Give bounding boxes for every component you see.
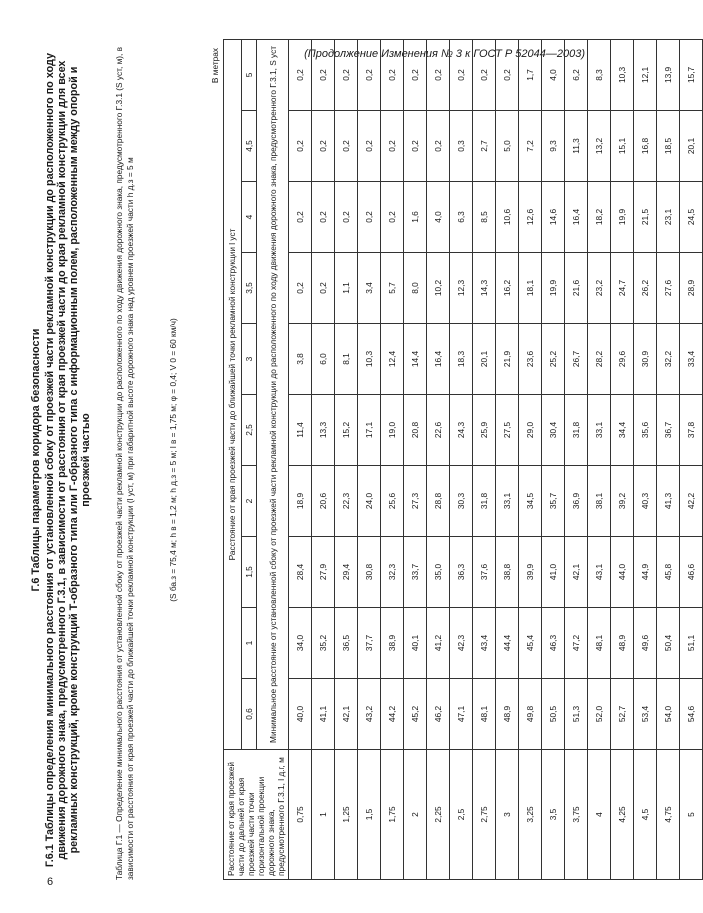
- table-cell: 0,2: [427, 111, 450, 182]
- table-cell: 15,1: [611, 111, 634, 182]
- table-cell: 41,0: [542, 537, 565, 608]
- table-cell: 51,1: [680, 608, 703, 679]
- table-cell: 13,2: [588, 111, 611, 182]
- units-note: В метрах: [210, 48, 220, 84]
- column-header: 1,5: [241, 537, 256, 608]
- table-cell: 43,4: [473, 608, 496, 679]
- column-header: 5: [241, 39, 256, 110]
- row-label: 4: [588, 750, 611, 880]
- table-row: [496, 39, 519, 879]
- table-cell: 18,2: [588, 182, 611, 253]
- table-row: [381, 39, 404, 879]
- table-cell: 0,2: [335, 39, 358, 110]
- table-cell: 0,2: [473, 39, 496, 110]
- table-cell: 4,0: [427, 182, 450, 253]
- table-cell: 41,3: [657, 466, 680, 537]
- table-cell: 6,0: [312, 324, 335, 395]
- row-label: 1,25: [335, 750, 358, 880]
- table-cell: 49,6: [634, 608, 657, 679]
- table-cell: 39,9: [519, 537, 542, 608]
- table-cell: 36,9: [565, 466, 588, 537]
- table-cell: 0,2: [312, 253, 335, 324]
- table-cell: 33,4: [680, 324, 703, 395]
- table-cell: 18,3: [450, 324, 473, 395]
- table-cell: 0,2: [427, 39, 450, 110]
- row-label: 2,5: [450, 750, 473, 880]
- table-cell: 11,3: [565, 111, 588, 182]
- table-row: [473, 39, 496, 879]
- table-cell: 43,2: [358, 679, 381, 750]
- table-cell: 19,9: [542, 253, 565, 324]
- table-cell: 46,3: [542, 608, 565, 679]
- table-cell: 2,7: [473, 111, 496, 182]
- table-cell: 46,2: [427, 679, 450, 750]
- table-cell: 30,9: [634, 324, 657, 395]
- table-cell: 9,3: [542, 111, 565, 182]
- table-row: [358, 39, 381, 879]
- page-number: 6: [47, 876, 54, 888]
- section-heading: [30, 40, 110, 880]
- table-cell: 23,2: [588, 253, 611, 324]
- table-cell: 39,2: [611, 466, 634, 537]
- table-body: [289, 39, 703, 879]
- table-cell: 11,4: [289, 395, 312, 466]
- row-label: 5: [680, 750, 703, 880]
- table-cell: 45,8: [657, 537, 680, 608]
- row-label: 1,75: [381, 750, 404, 880]
- table-cell: 34,4: [611, 395, 634, 466]
- table-cell: 26,7: [565, 324, 588, 395]
- col-group-header: Расстояние от края проезжей части до ближайшей точки рекламной конструкции l уст: [224, 39, 242, 749]
- table-cell: 40,0: [289, 679, 312, 750]
- table-cell: 35,6: [634, 395, 657, 466]
- table-cell: 45,2: [404, 679, 427, 750]
- table-cell: 42,1: [565, 537, 588, 608]
- table-cell: 27,9: [312, 537, 335, 608]
- table-cell: 0,2: [335, 111, 358, 182]
- row-label: 2: [404, 750, 427, 880]
- table-cell: 37,8: [680, 395, 703, 466]
- table-cell: 28,9: [680, 253, 703, 324]
- table-cell: 36,3: [450, 537, 473, 608]
- table-cell: 27,5: [496, 395, 519, 466]
- table-cell: 19,9: [611, 182, 634, 253]
- table-cell: 40,1: [404, 608, 427, 679]
- row-label: 1,5: [358, 750, 381, 880]
- table-cell: 41,1: [312, 679, 335, 750]
- table-cell: 37,6: [473, 537, 496, 608]
- table-row: [289, 39, 312, 879]
- table-row: [335, 39, 358, 879]
- table-cell: 48,1: [588, 608, 611, 679]
- table-cell: 16,8: [634, 111, 657, 182]
- table-cell: 1,6: [404, 182, 427, 253]
- table-cell: 25,2: [542, 324, 565, 395]
- table-cell: 8,5: [473, 182, 496, 253]
- row-label: 3,75: [565, 750, 588, 880]
- section-title: Г.6 Таблицы параметров коридора безопасности: [30, 328, 42, 592]
- table-cell: 6,3: [450, 182, 473, 253]
- table-cell: 30,4: [542, 395, 565, 466]
- column-header: 0,6: [241, 679, 256, 750]
- table-cell: 3,8: [289, 324, 312, 395]
- table-cell: 37,7: [358, 608, 381, 679]
- table-cell: 12,4: [381, 324, 404, 395]
- column-header: 4,5: [241, 111, 256, 182]
- data-table-container: [223, 40, 703, 880]
- table-cell: 26,2: [634, 253, 657, 324]
- table-cell: 3,4: [358, 253, 381, 324]
- table-cell: 44,9: [634, 537, 657, 608]
- table-row: [634, 39, 657, 879]
- table-cell: 0,2: [312, 39, 335, 110]
- table-cell: 6,2: [565, 39, 588, 110]
- table-cell: 10,6: [496, 182, 519, 253]
- table-cell: 15,2: [335, 395, 358, 466]
- table-cell: 20,6: [312, 466, 335, 537]
- table-cell: 36,7: [657, 395, 680, 466]
- row-label: 1: [312, 750, 335, 880]
- table-cell: 18,9: [289, 466, 312, 537]
- table-cell: 38,9: [381, 608, 404, 679]
- table-cell: 14,6: [542, 182, 565, 253]
- table-cell: 12,3: [450, 253, 473, 324]
- table-cell: 15,7: [680, 39, 703, 110]
- table-cell: 22,6: [427, 395, 450, 466]
- table-row: [427, 39, 450, 879]
- table-cell: 50,4: [657, 608, 680, 679]
- column-header: 3: [241, 324, 256, 395]
- table-cell: 24,0: [358, 466, 381, 537]
- table-cell: 44,0: [611, 537, 634, 608]
- table-cell: 32,2: [657, 324, 680, 395]
- table-cell: 0,2: [404, 111, 427, 182]
- table-cell: 33,1: [496, 466, 519, 537]
- table-cell: 24,5: [680, 182, 703, 253]
- row-label: 0,75: [289, 750, 312, 880]
- row-label: 2,25: [427, 750, 450, 880]
- table-cell: 49,8: [519, 679, 542, 750]
- table-cell: 12,6: [519, 182, 542, 253]
- table-cell: 5,0: [496, 111, 519, 182]
- table-cell: 16,4: [565, 182, 588, 253]
- table-cell: 27,3: [404, 466, 427, 537]
- table-cell: 8,3: [588, 39, 611, 110]
- row-label: 4,25: [611, 750, 634, 880]
- row-label: 3: [496, 750, 519, 880]
- table-cell: 44,2: [381, 679, 404, 750]
- table-cell: 32,3: [381, 537, 404, 608]
- table-cell: 48,9: [611, 608, 634, 679]
- table-cell: 20,1: [680, 111, 703, 182]
- table-cell: 42,3: [450, 608, 473, 679]
- table-cell: 0,2: [496, 39, 519, 110]
- table-cell: 28,8: [427, 466, 450, 537]
- table-cell: 1,7: [519, 39, 542, 110]
- table-cell: 38,8: [496, 537, 519, 608]
- table-cell: 20,1: [473, 324, 496, 395]
- table-cell: 42,2: [680, 466, 703, 537]
- table-cell: 0,2: [358, 39, 381, 110]
- table-cell: 50,5: [542, 679, 565, 750]
- table-cell: 20,8: [404, 395, 427, 466]
- column-header: 2: [241, 466, 256, 537]
- table-cell: 38,1: [588, 466, 611, 537]
- table-cell: 5,7: [381, 253, 404, 324]
- table-cell: 16,2: [496, 253, 519, 324]
- table-cell: 54,6: [680, 679, 703, 750]
- row-label: 2,75: [473, 750, 496, 880]
- section-subtitle: Г.6.1 Таблицы определения минимального расстояния от установленной сбоку от проезжей части рекламной конструкции до расположенного по ходу движения дорожного знака, предусмотренного Г.3.1, в зависимости от расстояния от края проезжей части до края рекламной конструкции для всех рекламных конструкций, кроме конструкций Т-образного типа или Г-образного типа с информационным полем, расположенным между опорой и проезжей частью: [44, 52, 92, 868]
- table-cell: 12,1: [634, 39, 657, 110]
- column-header: 4: [241, 182, 256, 253]
- table-cell: 45,4: [519, 608, 542, 679]
- table-cell: 0,2: [289, 111, 312, 182]
- table-cell: 33,1: [588, 395, 611, 466]
- table-cell: 28,2: [588, 324, 611, 395]
- table-cell: 47,2: [565, 608, 588, 679]
- table-cell: 34,5: [519, 466, 542, 537]
- table-cell: 0,2: [312, 182, 335, 253]
- table-cell: 4,0: [542, 39, 565, 110]
- table-cell: 21,5: [634, 182, 657, 253]
- table-cell: 22,3: [335, 466, 358, 537]
- table-cell: 1,1: [335, 253, 358, 324]
- table-cell: 27,6: [657, 253, 680, 324]
- table-cell: 23,1: [657, 182, 680, 253]
- table-cell: 28,4: [289, 537, 312, 608]
- table-cell: 0,2: [289, 39, 312, 110]
- table-cell: 40,3: [634, 466, 657, 537]
- table-cell: 7,2: [519, 111, 542, 182]
- table-cell: 35,0: [427, 537, 450, 608]
- table-row: [450, 39, 473, 879]
- table-cell: 34,0: [289, 608, 312, 679]
- table-cell: 36,5: [335, 608, 358, 679]
- table-row: [611, 39, 634, 879]
- table-cell: 52,0: [588, 679, 611, 750]
- row-label: 4,5: [634, 750, 657, 880]
- table-cell: 13,3: [312, 395, 335, 466]
- column-header: 1: [241, 608, 256, 679]
- table-cell: 33,7: [404, 537, 427, 608]
- table-cell: 0,2: [358, 111, 381, 182]
- table-cell: 23,6: [519, 324, 542, 395]
- table-cell: 48,1: [473, 679, 496, 750]
- table-cell: 29,0: [519, 395, 542, 466]
- table-cell: 42,1: [335, 679, 358, 750]
- table-cell: 18,5: [657, 111, 680, 182]
- table-row: [519, 39, 542, 879]
- table-cell: 43,1: [588, 537, 611, 608]
- table-cell: 51,3: [565, 679, 588, 750]
- table-cell: 0,2: [381, 111, 404, 182]
- table-cell: 10,3: [358, 324, 381, 395]
- table-row: [680, 39, 703, 879]
- table-cell: 29,6: [611, 324, 634, 395]
- table-cell: 0,2: [358, 182, 381, 253]
- table-cell: 35,7: [542, 466, 565, 537]
- table-cell: 0,2: [289, 253, 312, 324]
- table-row: [588, 39, 611, 879]
- table-cell: 35,2: [312, 608, 335, 679]
- table-cell: 52,7: [611, 679, 634, 750]
- table-cell: 0,2: [312, 111, 335, 182]
- table-row: [542, 39, 565, 879]
- table-cell: 0,2: [289, 182, 312, 253]
- table-row: [404, 39, 427, 879]
- table-cell: 25,6: [381, 466, 404, 537]
- table-cell: 47,1: [450, 679, 473, 750]
- table-cell: 21,9: [496, 324, 519, 395]
- table-row: [657, 39, 680, 879]
- table-cell: 30,3: [450, 466, 473, 537]
- table-cell: 10,3: [611, 39, 634, 110]
- value-header: Минимальное расстояние от установленной сбоку от проезжей части рекламной конструкции до расположенного по ходу движения дорожного знака, предусмотренного Г.3.1, S уст: [257, 39, 289, 749]
- column-header: 3,5: [241, 253, 256, 324]
- table-cell: 25,9: [473, 395, 496, 466]
- table-cell: 41,2: [427, 608, 450, 679]
- table-cell: 10,2: [427, 253, 450, 324]
- table-cell: 24,3: [450, 395, 473, 466]
- column-header: 2,5: [241, 395, 256, 466]
- data-table: [223, 39, 703, 880]
- table-cell: 14,4: [404, 324, 427, 395]
- table-cell: 0,2: [381, 39, 404, 110]
- row-header: Расстояние от края проезжей части до дальней от края проезжей части точки горизонтальной проекции дорожного знака, предусмотренного Г.3.1, l д.г, м: [224, 750, 289, 880]
- table-cell: 13,9: [657, 39, 680, 110]
- table-cell: 24,7: [611, 253, 634, 324]
- table-cell: 21,6: [565, 253, 588, 324]
- table-row: [565, 39, 588, 879]
- row-label: 3,5: [542, 750, 565, 880]
- table-cell: 48,9: [496, 679, 519, 750]
- table-cell: 53,4: [634, 679, 657, 750]
- table-row: [312, 39, 335, 879]
- table-cell: 16,4: [427, 324, 450, 395]
- table-cell: 46,6: [680, 537, 703, 608]
- table-cell: 0,2: [450, 39, 473, 110]
- table-cell: 0,2: [381, 182, 404, 253]
- table-cell: 44,4: [496, 608, 519, 679]
- table-cell: 14,3: [473, 253, 496, 324]
- table-cell: 31,8: [473, 466, 496, 537]
- table-cell: 54,0: [657, 679, 680, 750]
- table-caption: Таблица Г.1 — Определение минимального расстояния от установленной сбоку от проезжей части рекламной конструкции до расположенного по ходу движения дорожного знака, предусмотренного Г.3.1 (S уст, м), в зависимости от расстояния от края проезжей части до ближайшей точки рекламной конструкции (l уст, м) при габаритной высоте дорожного знака над уровнем проезжей части h д.з = 5 м: [114, 46, 135, 880]
- table-cell: 0,3: [450, 111, 473, 182]
- row-label: 4,75: [657, 750, 680, 880]
- table-cell: 8,1: [335, 324, 358, 395]
- table-cell: 30,8: [358, 537, 381, 608]
- continuation-header: (Продолжение Изменения № 3 к ГОСТ Р 52044—2003): [304, 48, 585, 60]
- table-cell: 0,2: [335, 182, 358, 253]
- table-cell: 0,2: [404, 39, 427, 110]
- table-cell: 18,1: [519, 253, 542, 324]
- rotated-page-content: [30, 40, 696, 880]
- table-cell: 17,1: [358, 395, 381, 466]
- table-cell: 29,4: [335, 537, 358, 608]
- table-cell: 31,8: [565, 395, 588, 466]
- row-label: 3,25: [519, 750, 542, 880]
- table-conditions: (S ба.з = 75,4 м; h в = 1,2 м; h д.з = 5 м; l в = 1,75 м; φ = 0,4; V 0 = 60 км/ч): [168, 318, 178, 602]
- table-cell: 8,0: [404, 253, 427, 324]
- table-cell: 19,0: [381, 395, 404, 466]
